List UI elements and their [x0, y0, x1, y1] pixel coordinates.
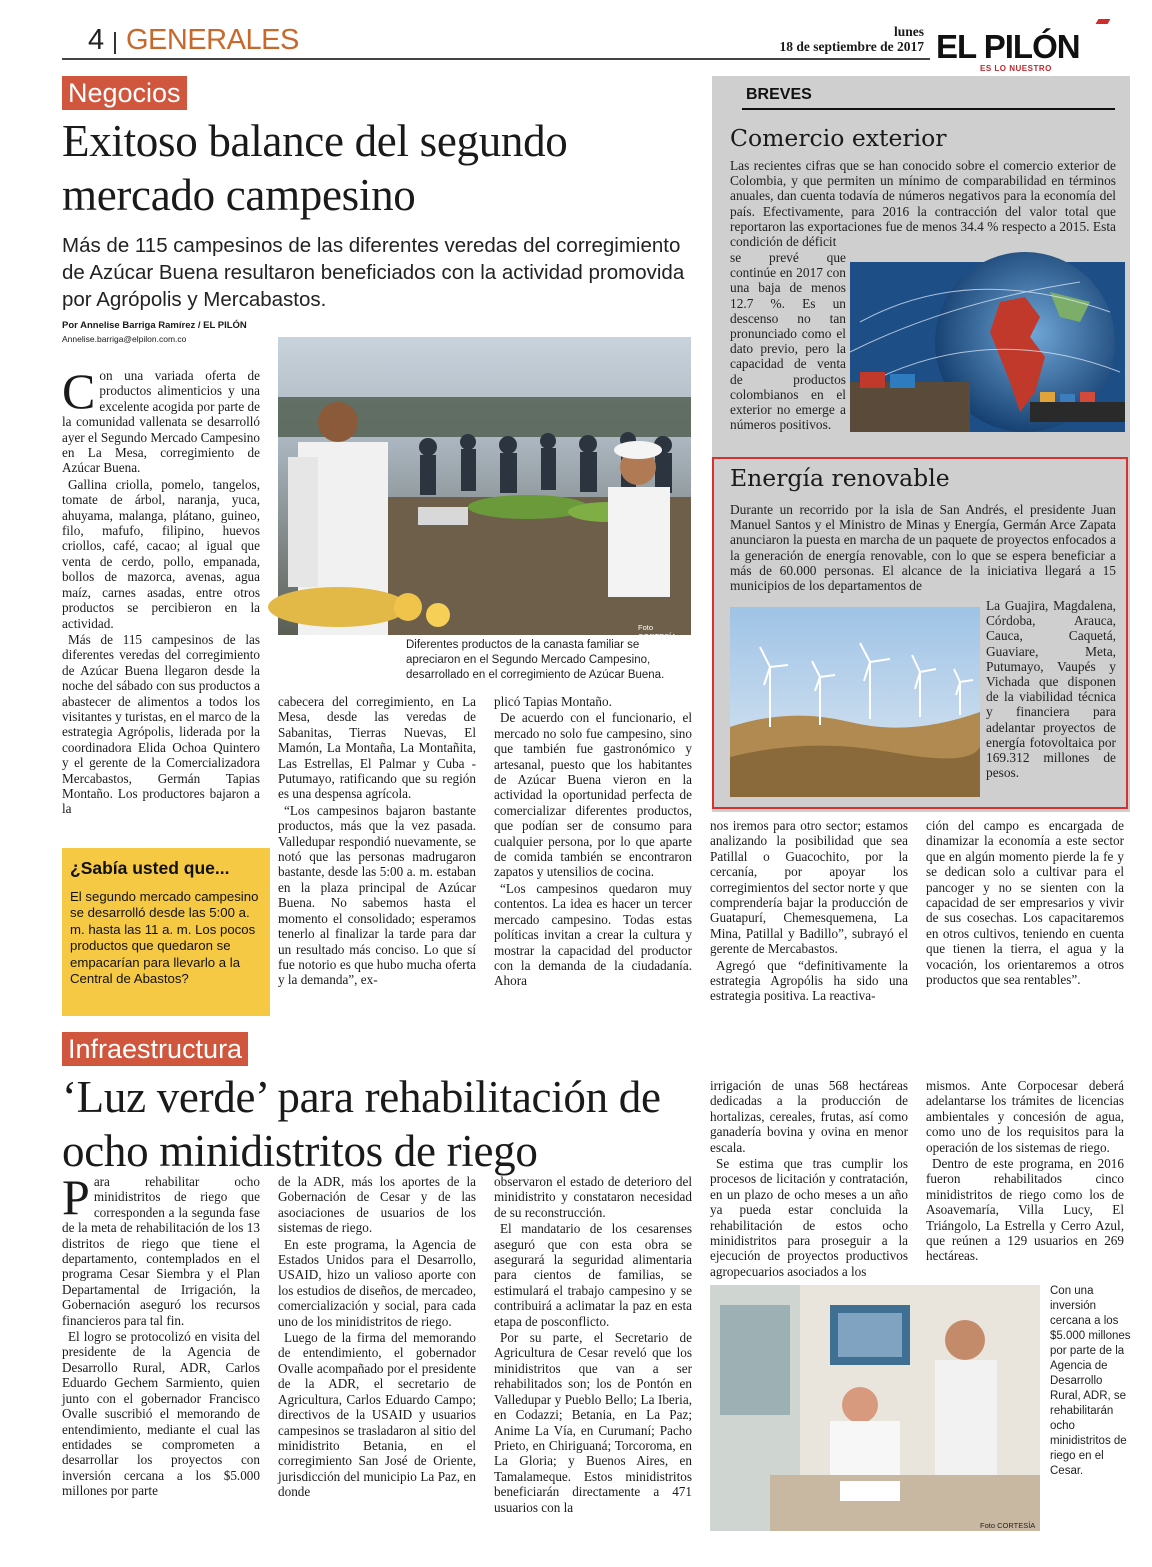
brief2-lead: Durante un recorrido por la isla de San Andrés, el presidente Juan Manuel Santos y el Ministro de Minas y Energía, Germán Arce Zapata anunciaron la puesta en marcha de un paquete de proyectos enfocados a la generación de energía renovable, con lo que se espera beneficiar a más de 60.000 personas. El alcance de la iniciativa llegará a 15 municipios de los departamentos de — [730, 502, 1116, 594]
article2-paragraph: El logro se protocolizó en visita del presidente de la Agencia de Desarrollo Rural, ADR, Carlos Eduardo Gechem Sarmiento, quien junto con el gobernador Francisco Ovalle suscribió el memorando de entendimiento, mediante el cual las entidades se comprometen a desarrollar los proyectos con inversión cercana a los $5.000 millones por parte — [62, 1329, 260, 1499]
article1-headline: Exitoso balance del segundo mercado campesino — [62, 116, 568, 220]
article1-paragraph: “Los campesinos quedaron muy contentos. La idea es hacer un tercer mercado campesino. Todas estas políticas invitan a crear la cultura y mostrar la capacidad del productor con la demanda de la ciudadanía. Ahora — [494, 880, 692, 989]
article1-paragraph: cabecera del corregimiento, en La Mesa, desde las veredas de Sabanitas, Tierras Nuevas, El Mamón, La Montaña, La Montañita, Las Estrellas, El Palmar y Cuba - Putumayo, ratificando que su región es una despensa agrícola. — [278, 694, 476, 802]
article2-paragraph: En este programa, la Agencia de Estados Unidos para el Desarrollo, USAID, hizo un valioso aporte con los estudios de diseños, de mercadeo, comercialización y social, para cada uno de los minidistritos de riego. — [278, 1236, 476, 1329]
article2-headline: ‘Luz verde’ para rehabilitación de ocho minidistritos de riego — [62, 1072, 661, 1176]
brief2-title: Energía renovable — [730, 464, 950, 492]
article1-paragraph: Agregó que “definitivamente la estrategia Agropólis ha sido una estrategia positiva. La reactiva- — [710, 957, 908, 1004]
article1-column-5 — [926, 818, 1124, 988]
article1-paragraph: nos iremos para otro sector; estamos analizando la posibilidad que sea Patillal o Guacochito, por la cercanía, por apoyar los corregimientos del sector norte y que comprendería bajar la producción de Guatapurí, Chemesquemena, La Mina, Patillal y Badillo”, subrayó el gerente de Mercabastos. — [710, 818, 908, 957]
article1-column-2 — [278, 694, 476, 989]
logo-accent-mark — [1096, 19, 1111, 24]
issue-day: lunes — [893, 24, 924, 39]
did-you-know-box — [62, 848, 270, 1016]
article1-paragraph: plicó Tapias Montaño. — [494, 694, 612, 709]
article1-dropcap: C — [62, 363, 96, 419]
brief1-rest: se prevé que continúe en 2017 con una baja de menos 12.7 %. Es un descenso no tan pronunciado como el dato previo, pero la capacidad de venta de productos colombianos en el exterior no emerge a números positivos. — [730, 250, 846, 433]
article1-column-4 — [710, 818, 908, 1005]
breves-label: BREVES — [746, 86, 812, 103]
brief1-title: Comercio exterior — [730, 124, 947, 152]
signing-photo — [710, 1285, 1040, 1531]
article2-column-2 — [278, 1174, 476, 1501]
article2-paragraph: El mandatario de los cesarenses aseguró que con esta obra se asegurará la seguridad alimentaria para cientos de familias, se estimulará el trabajo campesino y se contribuirá a aclimatar la paz en esta etapa de posconflicto. — [494, 1221, 692, 1329]
highlight-frame — [712, 457, 1128, 809]
article2-paragraph: Dentro de este programa, en 2016 fueron rehabilitados cinco minidistritos de riego como los de Asoavemaría, Villa Lucy, El Triángolo, La Estrella y Cerro Azul, que reúnen a 129 usuarios en 269 hectáreas. — [926, 1156, 1124, 1264]
article1-paragraph: Más de 115 campesinos de las diferentes veredas del corregimiento de Azúcar Buena llegaron desde la noche del sábado con sus productos a abastecer de alimentos a todos los visitantes y turistas, en el marco de la estrategia Agrópolis, liderada por la coordinadora Elida Ochoa Quintero y el gerente de la Comercializadora Mercabastos, Germán Tapias Montaño. Los productores bajaron a la — [62, 631, 260, 817]
trade-globe-image — [850, 262, 1125, 432]
article2-column-4 — [710, 1078, 908, 1280]
brief1-lead: Las recientes cifras que se han conocido sobre el comercio exterior de Colombia, y que permiten un mínimo de comparabilidad en términos anuales, dan cuenta todavía de números negativos para la economía del país. Efectivamente, para 2016 la contracción del valor total que reportaron las exportaciones fue de menos 34.4 % respecto a 2015. Esta condición de déficit — [730, 158, 1116, 250]
article1-column-1 — [62, 363, 260, 818]
article1-paragraph: on una variada oferta de productos alimenticios y una excelente acogida por parte de la comunidad vallenata se desarrolló ayer el Segundo Mercado Campesino en La Mesa, corregimiento de Azúcar Buena. — [62, 368, 260, 476]
signing-photo-image — [710, 1285, 1040, 1531]
article2-paragraph: ara rehabilitar ocho minidistritos de riego que corresponden a la segunda fase de la meta de rehabilitación de los 13 distritos de riego que tiene el departamento, contemplados en el programa Cesar Siembra y el Plan Departamental de Irrigación, la Gobernación aseguró los recursos financieros para tal fin. — [62, 1174, 260, 1328]
trade-globe-graphic — [850, 262, 1125, 432]
market-photo-caption: Diferentes productos de la canasta familiar se apreciaron en el Segundo Mercado Campesino, desarrollado en el corregimiento de Azúcar Buena. — [406, 639, 665, 681]
article1-byline: Por Annelise Barriga Ramírez / EL PILÓN — [62, 320, 247, 331]
article1-paragraph: De acuerdo con el funcionario, el mercado no solo fue campesino, sino que también fue gastronómico y artesanal, puesto que los habitantes de Azúcar Buena vieron en la actividad la oportunidad perfecta de comercializar diferentes productos, que podían ser de consumo para cualquier persona, por lo que aparte de comida también se encontraron zapatos y utensilios de cocina. — [494, 710, 692, 880]
article2-column-5 — [926, 1078, 1124, 1265]
article2-paragraph: Por su parte, el Secretario de Agricultura de Cesar reveló que los minidistritos que van a ser rehabilitados son; los de Pontón en Valledupar y Pueblo Bello; La Iberia, en Codazzi; Betania, en La Paz; Anime La Vía, en Curumaní; Pacho Prieto, en Chiriguaná; Torcoroma, en La Gloria; y Buenos Aires, en Tamalameque. Estos minidistritos beneficiarán directamente a 471 usuarios con la — [494, 1330, 692, 1515]
article1-paragraph: ción del campo es encargada de dinamizar la economía a este sector que en algún momento pierde la fe y se dedican solo a cultivar para el pancoger y no se sienten con la capacidad de ser empresarios y vivir de sus cosechas. Los capacitaremos en otros cultivos, teniendo en cuenta que tienen la tierra, el agua y la vocación, los orientaremos a otros productos que sea rentables”. — [926, 818, 1124, 988]
newspaper-logo: EL PILÓN — [936, 28, 1080, 65]
issue-date — [742, 24, 924, 54]
article2-dropcap: P — [62, 1169, 90, 1225]
article1-paragraph: Gallina criolla, pomelo, tangelos, tomate de árbol, naranja, yuca, ahuyama, malanga, plátano, guineo, filo, mafufo, filipino, huevos criollos, café, cacao; al igual que venta de cerdo, pollo, empanada, bollos de mazorca, avenas, agua maíz, carnes asadas, entre otros productos se percibieron en la actividad. — [62, 476, 260, 631]
page-number: 4 — [88, 24, 105, 56]
article2-paragraph: Se estima que tras cumplir los procesos de licitación y contratación, en un plazo de ocho meses a un año ya pueda estar concluida la rehabilitación de estos ocho minidistritos para proseguir a la ejecución de proyectos productivos agropecuarios asociados a los — [710, 1156, 908, 1279]
market-photo-image — [278, 337, 691, 635]
article1-column-3 — [494, 694, 692, 990]
issue-full-date: 18 de septiembre de 2017 — [779, 39, 924, 54]
article2-kicker: Infraestructura — [62, 1032, 248, 1066]
article2-paragraph: mismos. Ante Corpocesar deberá adelantarse los trámites de licencias ambientales y concesión de agua, como uno de los requisitos para la operación de los sistemas de riego. — [926, 1078, 1124, 1155]
article1-paragraph: “Los campesinos bajaron bastante productos, más que la vez pasada. Valledupar respondió nuevamente, se notó que las personas madrugaron bastante, desde las 5:00 a. m. estaban en la plaza principal de Azúcar Buena. No sabemos hasta el momento el consolidado; esperamos tenerlo al finalizar la tarde para dar un resultado más conciso. Lo que sí fue notorio es que hubo mucha oferta y la demanda”, ex- — [278, 802, 476, 988]
market-photo-credit: Foto CORTESÍA — [638, 623, 677, 641]
did-you-know-body: El segundo mercado campesino se desarrolló desde las 5:00 a. m. hasta las 11 a. m. Los pocos productos que quedaron se empacarían para llevarlo a la Central de Abastos? — [70, 889, 259, 987]
signing-photo-caption: Con una inversión cercana a los $5.000 millones por parte de la Agencia de Desarrollo Rural, ADR, se rehabilitarán ocho minidistritos de riego en el Cesar. — [1050, 1285, 1131, 1477]
article1-deck: Más de 115 campesinos de las diferentes veredas del corregimiento de Azúcar Buena resultaron beneficiados con la actividad promovida por Agrópolis y Mercabastos. — [62, 234, 685, 311]
article2-paragraph: de la ADR, más los aportes de la Gobernación de Cesar y de las asociaciones de usuarios de los sistemas de riego. — [278, 1174, 476, 1236]
header-divider — [114, 32, 116, 54]
article2-column-1 — [62, 1169, 260, 1500]
article1-kicker: Negocios — [62, 76, 187, 110]
logo-tagline: ES LO NUESTRO — [980, 64, 1052, 73]
did-you-know-title: ¿Sabía usted que... — [70, 858, 230, 878]
article1-email: Annelise.barriga@elpilon.com.co — [62, 334, 187, 344]
market-photo — [278, 337, 691, 641]
article2-paragraph: observaron el estado de deterioro del minidistrito y constataron necesidad de su reconstrucción. — [494, 1174, 692, 1220]
brief2-rest: La Guajira, Magdalena, Córdoba, Arauca, Cauca, Caquetá, Guaviare, Meta, Putumayo, Vaupés y Vichada que disponen de la viabilidad técnica y financiera para adelantar proyectos de energía fotovoltaica por 169.312 millones de pesos. — [986, 598, 1116, 781]
signing-photo-credit: Foto CORTESÍA — [980, 1521, 1036, 1530]
article2-paragraph: irrigación de unas 568 hectáreas dedicadas a la producción de hortalizas, cereales, frutas, así como ganadería bovina y ovina en menor escala. — [710, 1078, 908, 1155]
header-rule — [62, 58, 930, 60]
breves-rule — [742, 108, 1115, 110]
section-name: GENERALES — [126, 24, 299, 56]
article2-column-3 — [494, 1174, 692, 1516]
article2-paragraph: Luego de la firma del memorando de entendimiento, el gobernador Ovalle acompañado por el presidente de la ADR, el secretario de Agricultura, Carlos Eduardo Campo; directivos de la USAID y usuarios campesinos se trasladaron al sitio del minidistrito Betania, en el corregimiento San José de Oriente, jurisdicción del municipio La Paz, en donde — [278, 1330, 476, 1500]
